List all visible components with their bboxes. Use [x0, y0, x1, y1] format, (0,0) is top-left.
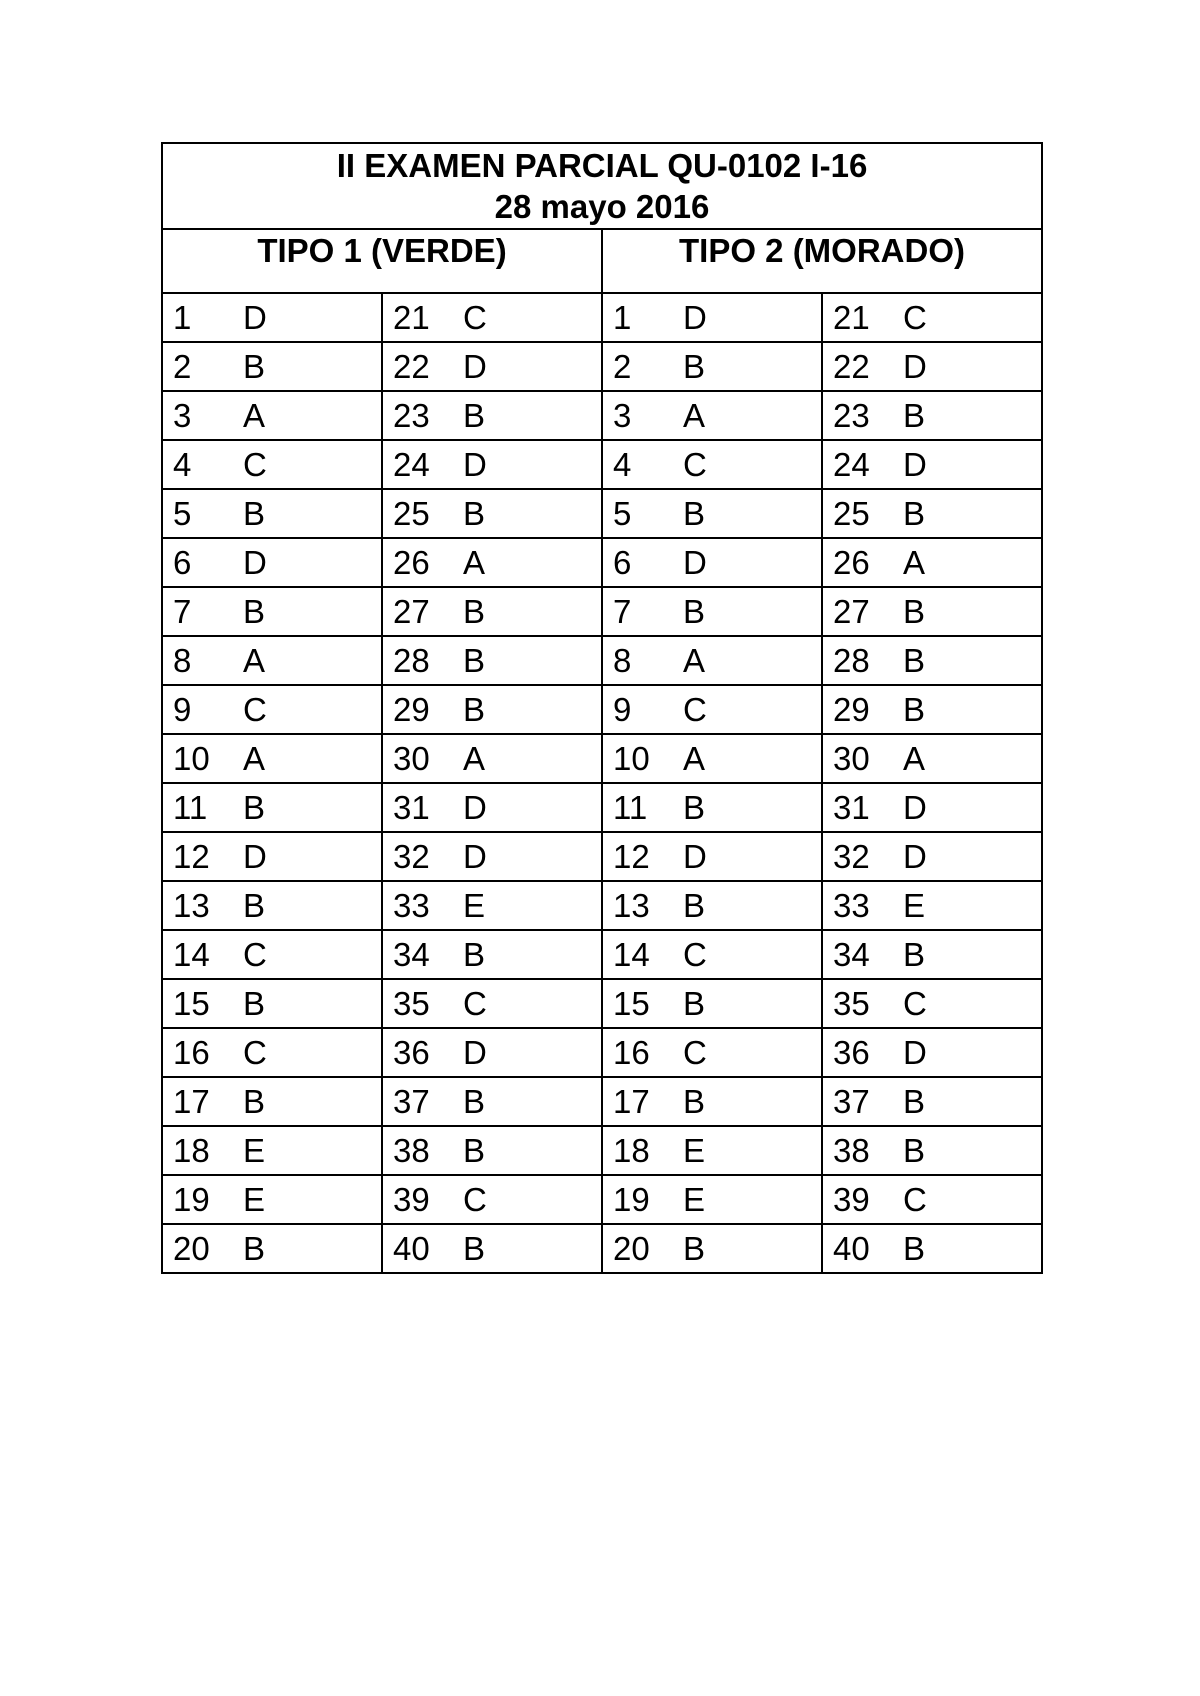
answer-letter: B — [903, 642, 926, 679]
answer-letter: C — [243, 936, 267, 973]
answer-letter: B — [243, 348, 266, 385]
answer-cell — [822, 930, 1042, 979]
question-number: 1 — [613, 299, 632, 336]
answer-cell — [162, 293, 382, 342]
answer-letter: B — [903, 495, 926, 532]
question-number: 3 — [173, 397, 192, 434]
question-number: 33 — [393, 887, 430, 924]
question-number: 1 — [173, 299, 192, 336]
answer-cell — [162, 1175, 382, 1224]
answer-cell — [382, 440, 602, 489]
answer-cell — [162, 930, 382, 979]
answer-letter: D — [683, 299, 707, 336]
table-row — [162, 1028, 1042, 1077]
answer-letter: B — [683, 887, 706, 924]
answer-letter: B — [463, 936, 486, 973]
answer-letter: B — [683, 985, 706, 1022]
answer-cell — [382, 391, 602, 440]
answer-cell — [382, 1224, 602, 1273]
answer-letter: A — [243, 740, 266, 777]
answer-letter: B — [463, 691, 486, 728]
question-number: 18 — [173, 1132, 210, 1169]
question-number: 13 — [173, 887, 210, 924]
question-number: 6 — [613, 544, 632, 581]
question-number: 9 — [173, 691, 192, 728]
answer-letter: B — [463, 642, 486, 679]
question-number: 5 — [173, 495, 192, 532]
answer-letter: B — [243, 495, 266, 532]
answer-cell — [822, 783, 1042, 832]
question-number: 4 — [613, 446, 632, 483]
answer-letter: C — [243, 691, 267, 728]
table-row — [162, 1126, 1042, 1175]
answer-cell — [162, 587, 382, 636]
table-row — [162, 881, 1042, 930]
question-number: 24 — [833, 446, 870, 483]
answer-cell — [822, 1077, 1042, 1126]
answer-letter: B — [683, 593, 706, 630]
answer-letter: B — [683, 348, 706, 385]
answer-cell — [822, 1224, 1042, 1273]
answer-cell — [602, 440, 822, 489]
answer-letter: B — [683, 495, 706, 532]
answer-letter: D — [903, 1034, 927, 1071]
answer-cell — [822, 391, 1042, 440]
question-number: 22 — [393, 348, 430, 385]
question-number: 4 — [173, 446, 192, 483]
answer-cell — [162, 440, 382, 489]
answer-letter: A — [683, 397, 706, 434]
answer-cell — [602, 930, 822, 979]
answer-letter: D — [903, 348, 927, 385]
question-number: 20 — [613, 1230, 650, 1267]
answer-cell — [382, 636, 602, 685]
question-number: 40 — [393, 1230, 430, 1267]
question-number: 29 — [393, 691, 430, 728]
answer-letter: C — [903, 299, 927, 336]
question-number: 20 — [173, 1230, 210, 1267]
answer-cell — [822, 881, 1042, 930]
question-number: 32 — [393, 838, 430, 875]
answer-letter: E — [903, 887, 926, 924]
answer-letter: B — [243, 789, 266, 826]
tipo-2-header: TIPO 2 (MORADO) — [602, 229, 1042, 293]
answer-letter: E — [463, 887, 486, 924]
answer-letter: C — [463, 985, 487, 1022]
question-number: 36 — [833, 1034, 870, 1071]
table-row — [162, 783, 1042, 832]
answer-cell — [602, 1126, 822, 1175]
table-row — [162, 979, 1042, 1028]
answer-key-sheet — [161, 142, 1041, 1274]
answer-cell — [162, 979, 382, 1028]
question-number: 24 — [393, 446, 430, 483]
question-number: 27 — [393, 593, 430, 630]
table-row — [162, 1175, 1042, 1224]
question-number: 33 — [833, 887, 870, 924]
question-number: 2 — [173, 348, 192, 385]
answer-cell — [382, 685, 602, 734]
answer-letter: C — [683, 936, 707, 973]
answer-letter: D — [463, 838, 487, 875]
answer-letter: D — [903, 446, 927, 483]
answer-cell — [602, 685, 822, 734]
answer-cell — [382, 489, 602, 538]
exam-title: II EXAMEN PARCIAL QU-0102 I-16 — [336, 147, 868, 184]
question-number: 16 — [613, 1034, 650, 1071]
answer-cell — [162, 881, 382, 930]
answer-cell — [382, 1077, 602, 1126]
answer-letter: A — [243, 397, 266, 434]
question-number: 16 — [173, 1034, 210, 1071]
table-row — [162, 930, 1042, 979]
answer-letter: B — [683, 1230, 706, 1267]
answer-letter: B — [463, 593, 486, 630]
question-number: 12 — [173, 838, 210, 875]
answer-letter: B — [903, 936, 926, 973]
question-number: 13 — [613, 887, 650, 924]
question-number: 3 — [613, 397, 632, 434]
question-number: 30 — [833, 740, 870, 777]
answer-letter: B — [903, 593, 926, 630]
answer-letter: D — [243, 299, 267, 336]
question-number: 39 — [833, 1181, 870, 1218]
answer-cell — [162, 1126, 382, 1175]
answer-letter: A — [463, 740, 486, 777]
answer-letter: B — [243, 1230, 266, 1267]
question-number: 34 — [393, 936, 430, 973]
answer-cell — [382, 1028, 602, 1077]
answer-letter: C — [463, 299, 487, 336]
answer-cell — [602, 1077, 822, 1126]
question-number: 8 — [613, 642, 632, 679]
answer-letter: C — [243, 446, 267, 483]
table-row — [162, 489, 1042, 538]
answer-letter: B — [243, 1083, 266, 1120]
question-number: 12 — [613, 838, 650, 875]
answer-letter: E — [243, 1181, 266, 1218]
exam-date: 28 mayo 2016 — [494, 188, 710, 225]
table-row — [162, 342, 1042, 391]
answer-letter: D — [243, 544, 267, 581]
answer-cell — [382, 783, 602, 832]
answer-letter: D — [243, 838, 267, 875]
answer-letter: B — [683, 789, 706, 826]
question-number: 11 — [173, 789, 208, 826]
answer-cell — [382, 587, 602, 636]
answer-letter: B — [243, 593, 266, 630]
answer-cell — [602, 979, 822, 1028]
question-number: 31 — [393, 789, 430, 826]
answer-key-table — [161, 142, 1043, 1274]
question-number: 7 — [173, 593, 192, 630]
answer-cell — [602, 293, 822, 342]
table-row — [162, 538, 1042, 587]
question-number: 2 — [613, 348, 632, 385]
question-number: 26 — [393, 544, 430, 581]
answer-cell — [822, 342, 1042, 391]
answer-cell — [382, 342, 602, 391]
table-row — [162, 391, 1042, 440]
answer-letter: A — [683, 642, 706, 679]
answer-cell — [822, 636, 1042, 685]
table-row — [162, 587, 1042, 636]
question-number: 32 — [833, 838, 870, 875]
answer-letter: B — [243, 887, 266, 924]
answer-letter: C — [243, 1034, 267, 1071]
question-number: 28 — [393, 642, 430, 679]
table-row — [162, 734, 1042, 783]
question-number: 36 — [393, 1034, 430, 1071]
answer-letter: A — [243, 642, 266, 679]
answer-cell — [162, 1028, 382, 1077]
answer-cell — [602, 881, 822, 930]
answer-cell — [382, 832, 602, 881]
answer-cell — [162, 1224, 382, 1273]
answer-cell — [602, 734, 822, 783]
answer-cell — [382, 734, 602, 783]
question-number: 34 — [833, 936, 870, 973]
answer-cell — [382, 293, 602, 342]
answer-cell — [162, 391, 382, 440]
answer-cell — [162, 342, 382, 391]
question-number: 38 — [393, 1132, 430, 1169]
answer-letter: B — [903, 397, 926, 434]
question-number: 26 — [833, 544, 870, 581]
question-number: 25 — [833, 495, 870, 532]
answer-cell — [162, 636, 382, 685]
question-number: 5 — [613, 495, 632, 532]
title-row — [162, 143, 1042, 229]
answer-letter: E — [683, 1181, 706, 1218]
question-number: 28 — [833, 642, 870, 679]
answer-cell — [822, 440, 1042, 489]
question-number: 21 — [393, 299, 430, 336]
answer-letter: B — [903, 691, 926, 728]
answer-letter: A — [903, 544, 926, 581]
question-number: 40 — [833, 1230, 870, 1267]
answer-cell — [602, 636, 822, 685]
answer-letter: E — [683, 1132, 706, 1169]
answer-letter: D — [683, 838, 707, 875]
answer-letter: B — [463, 1230, 486, 1267]
answer-letter: D — [903, 789, 927, 826]
question-number: 27 — [833, 593, 870, 630]
answer-letter: C — [903, 1181, 927, 1218]
question-number: 37 — [393, 1083, 430, 1120]
question-number: 18 — [613, 1132, 650, 1169]
answer-cell — [822, 587, 1042, 636]
table-row — [162, 685, 1042, 734]
answer-letter: B — [463, 1132, 486, 1169]
answer-cell — [162, 685, 382, 734]
question-number: 9 — [613, 691, 632, 728]
tipo-1-header: TIPO 1 (VERDE) — [162, 229, 602, 293]
question-number: 15 — [173, 985, 210, 1022]
question-number: 23 — [833, 397, 870, 434]
answer-cell — [162, 538, 382, 587]
table-row — [162, 1077, 1042, 1126]
question-number: 21 — [833, 299, 870, 336]
answer-cell — [382, 930, 602, 979]
answer-letter: D — [463, 446, 487, 483]
question-number: 10 — [613, 740, 650, 777]
answer-letter: B — [463, 495, 486, 532]
answer-cell — [822, 489, 1042, 538]
answer-letter: D — [463, 1034, 487, 1071]
answer-cell — [162, 734, 382, 783]
answer-letter: C — [463, 1181, 487, 1218]
answer-letter: B — [903, 1083, 926, 1120]
question-number: 17 — [613, 1083, 650, 1120]
question-number: 37 — [833, 1083, 870, 1120]
answer-cell — [822, 1175, 1042, 1224]
answer-letter: C — [683, 691, 707, 728]
answer-cell — [162, 1077, 382, 1126]
question-number: 19 — [613, 1181, 650, 1218]
answer-cell — [822, 685, 1042, 734]
answer-cell — [602, 538, 822, 587]
answer-cell — [602, 1175, 822, 1224]
question-number: 14 — [173, 936, 210, 973]
answer-cell — [382, 1175, 602, 1224]
question-number: 10 — [173, 740, 210, 777]
table-row — [162, 832, 1042, 881]
answer-cell — [162, 832, 382, 881]
answer-cell — [162, 783, 382, 832]
answer-letter: C — [903, 985, 927, 1022]
answer-cell — [382, 979, 602, 1028]
answer-cell — [602, 342, 822, 391]
answer-letter: C — [683, 1034, 707, 1071]
answer-cell — [382, 538, 602, 587]
answer-letter: B — [683, 1083, 706, 1120]
answer-cell — [602, 1224, 822, 1273]
question-number: 30 — [393, 740, 430, 777]
question-number: 38 — [833, 1132, 870, 1169]
question-number: 7 — [613, 593, 632, 630]
table-row — [162, 636, 1042, 685]
question-number: 19 — [173, 1181, 210, 1218]
question-number: 31 — [833, 789, 870, 826]
title-cell — [162, 143, 1042, 229]
answer-letter: D — [463, 348, 487, 385]
answer-letter: A — [903, 740, 926, 777]
question-number: 8 — [173, 642, 192, 679]
answer-cell — [602, 783, 822, 832]
question-number: 39 — [393, 1181, 430, 1218]
question-number: 35 — [393, 985, 430, 1022]
answer-cell — [822, 538, 1042, 587]
answer-cell — [602, 587, 822, 636]
question-number: 17 — [173, 1083, 210, 1120]
question-number: 23 — [393, 397, 430, 434]
question-number: 14 — [613, 936, 650, 973]
answer-cell — [602, 1028, 822, 1077]
question-number: 29 — [833, 691, 870, 728]
answer-cell — [382, 1126, 602, 1175]
question-number: 15 — [613, 985, 650, 1022]
answer-cell — [822, 734, 1042, 783]
answer-letter: D — [903, 838, 927, 875]
answer-cell — [162, 489, 382, 538]
answer-cell — [822, 1126, 1042, 1175]
answer-cell — [602, 832, 822, 881]
answer-cell — [602, 391, 822, 440]
answer-cell — [822, 979, 1042, 1028]
question-number: 25 — [393, 495, 430, 532]
answer-cell — [822, 1028, 1042, 1077]
table-row — [162, 1224, 1042, 1273]
table-row — [162, 293, 1042, 342]
tipo-header-row — [162, 229, 1042, 293]
answer-cell — [822, 832, 1042, 881]
answer-letter: B — [903, 1230, 926, 1267]
answer-letter: A — [683, 740, 706, 777]
answer-letter: C — [683, 446, 707, 483]
question-number: 22 — [833, 348, 870, 385]
answer-cell — [822, 293, 1042, 342]
answer-letter: A — [463, 544, 486, 581]
table-row — [162, 440, 1042, 489]
question-number: 35 — [833, 985, 870, 1022]
answer-letter: D — [463, 789, 487, 826]
answer-cell — [382, 881, 602, 930]
answer-letter: B — [463, 397, 486, 434]
question-number: 11 — [613, 789, 648, 826]
answer-letter: D — [683, 544, 707, 581]
answer-cell — [602, 489, 822, 538]
answer-letter: B — [903, 1132, 926, 1169]
question-number: 6 — [173, 544, 192, 581]
answer-letter: B — [463, 1083, 486, 1120]
answer-letter: B — [243, 985, 266, 1022]
answer-letter: E — [243, 1132, 266, 1169]
